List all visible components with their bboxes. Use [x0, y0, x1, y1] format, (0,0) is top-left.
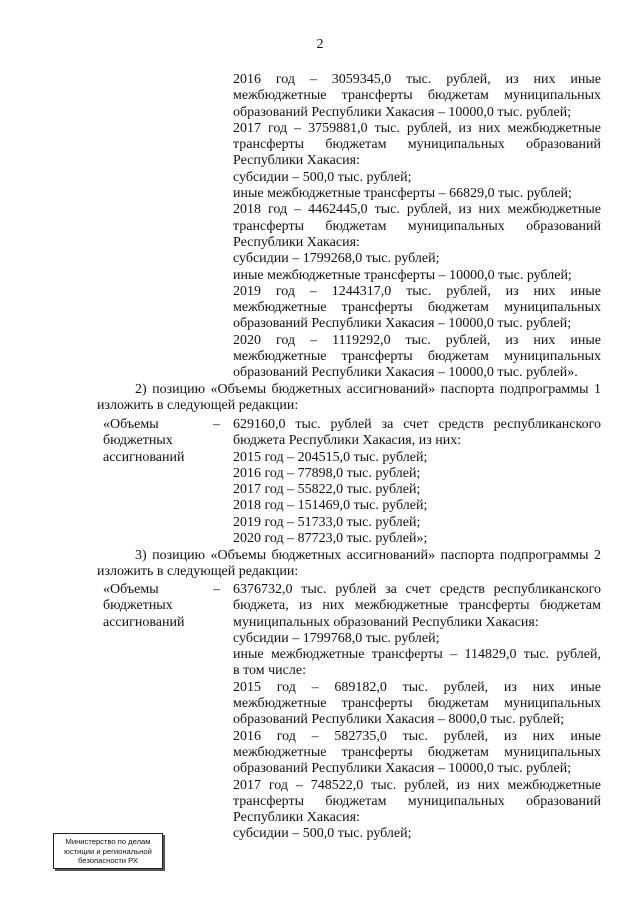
label-line: ассигнований — [103, 449, 185, 465]
text-line: 2017 год – 55822,0 тыс. рублей; — [233, 482, 421, 498]
stamp-line: Министерство по делам — [65, 837, 151, 846]
text-line: Республики Хакасия: — [233, 810, 360, 826]
label-dash: – — [213, 417, 220, 432]
text-line: трансферты бюджетам муниципальных образований — [233, 793, 601, 809]
top-text-block — [233, 72, 601, 382]
label-dash: – — [213, 582, 220, 597]
text-line: иные межбюджетные трансферты – 10000,0 тыс. рублей; — [233, 267, 572, 283]
text-line: межбюджетные трансферты бюджетам муниципальных — [233, 300, 601, 316]
text-line: трансферты бюджетам муниципальных образований — [233, 218, 601, 234]
text-line: 2018 год – 4462445,0 тыс. рублей, из них межбюджетные — [233, 202, 601, 218]
label-line: бюджетных — [103, 433, 173, 449]
text-line: 629160,0 тыс. рублей за счет средств республиканского — [233, 417, 601, 432]
text-line: бюджета Республики Хакасия, из них: — [233, 433, 462, 449]
text-line: 6376732,0 тыс. рублей за счет средств республиканского — [233, 582, 601, 597]
label-line: «Объемы — [103, 417, 159, 432]
text-line: образований Республики Хакасия – 8000,0 тыс. рублей; — [233, 712, 565, 728]
text-line: Республики Хакасия: — [233, 153, 360, 169]
text-line: субсидии – 1799768,0 тыс. рублей; — [233, 630, 440, 646]
text-line: 2015 год – 689182,0 тыс. рублей, из них иные — [233, 679, 601, 695]
label-line: «Объемы — [103, 582, 159, 597]
text-line: 2020 год – 1119292,0 тыс. рублей, из них иные — [233, 332, 601, 348]
text-line: 2016 год – 3059345,0 тыс. рублей, из них иные — [233, 72, 601, 87]
allocations-value-2 — [233, 582, 601, 843]
allocations-label-1 — [103, 417, 213, 466]
text-line: 2020 год – 87723,0 тыс. рублей»; — [233, 531, 428, 547]
allocations-value-1 — [233, 417, 601, 547]
text-line: субсидии – 1799268,0 тыс. рублей; — [233, 251, 440, 267]
text-line: межбюджетные трансферты бюджетам муниципальных — [233, 744, 601, 760]
paragraph-2-line: изложить в следующей редакции: — [97, 398, 299, 414]
paragraph-2-line: 2) позицию «Объемы бюджетных ассигнований» паспорта подпрограммы 1 — [135, 382, 601, 397]
paragraph-2 — [97, 382, 601, 415]
text-line: Республики Хакасия: — [233, 234, 360, 250]
text-line: образований Республики Хакасия – 10000,0 тыс. рублей». — [233, 365, 578, 381]
text-line: 2016 год – 582735,0 тыс. рублей, из них иные — [233, 728, 601, 744]
text-line: иные межбюджетные трансферты – 66829,0 тыс. рублей; — [233, 186, 572, 202]
paragraph-3-line: изложить в следующей редакции: — [97, 564, 299, 580]
text-line: 2018 год – 151469,0 тыс. рублей; — [233, 498, 428, 514]
ministry-stamp — [53, 833, 163, 869]
paragraph-3 — [97, 548, 601, 581]
text-line: 2016 год – 77898,0 тыс. рублей; — [233, 465, 421, 481]
stamp-line: юстиции и региональной — [64, 846, 152, 856]
text-line: межбюджетные трансферты бюджетам муниципальных — [233, 88, 601, 104]
text-line: 2019 год – 51733,0 тыс. рублей; — [233, 514, 421, 530]
label-line: бюджетных — [103, 598, 173, 614]
text-line: трансферты бюджетам муниципальных образований — [233, 137, 601, 153]
label-line: ассигнований — [103, 614, 185, 630]
text-line: 2017 год – 748522,0 тыс. рублей, из них межбюджетные — [233, 777, 601, 793]
text-line: 2015 год – 204515,0 тыс. рублей; — [233, 449, 428, 465]
text-line: субсидии – 500,0 тыс. рублей; — [233, 169, 412, 185]
text-line: образований Республики Хакасия – 10000,0 тыс. рублей; — [233, 104, 572, 120]
allocations-label-2 — [103, 582, 213, 631]
text-line: иные межбюджетные трансферты – 114829,0 тыс. рублей, — [233, 647, 601, 663]
text-line: в том числе: — [233, 663, 306, 679]
text-line: субсидии – 500,0 тыс. рублей; — [233, 826, 412, 842]
text-line: образований Республики Хакасия – 10000,0 тыс. рублей; — [233, 316, 572, 332]
paragraph-3-line: 3) позицию «Объемы бюджетных ассигнований» паспорта подпрограммы 2 — [135, 548, 601, 563]
page-number: 2 — [316, 37, 324, 52]
text-line: 2019 год – 1244317,0 тыс. рублей, из них иные — [233, 283, 601, 299]
text-line: бюджета, из них межбюджетные трансферты бюджетам — [233, 598, 601, 614]
stamp-line: безопасности РХ — [78, 856, 138, 865]
text-line: образований Республики Хакасия – 10000,0 тыс. рублей; — [233, 761, 572, 777]
text-line: межбюджетные трансферты бюджетам муниципальных — [233, 349, 601, 365]
text-line: муниципальных образований Республики Хакасия: — [233, 614, 539, 630]
text-line: 2017 год – 3759881,0 тыс. рублей, из них межбюджетные — [233, 120, 601, 136]
text-line: межбюджетные трансферты бюджетам муниципальных — [233, 696, 601, 712]
